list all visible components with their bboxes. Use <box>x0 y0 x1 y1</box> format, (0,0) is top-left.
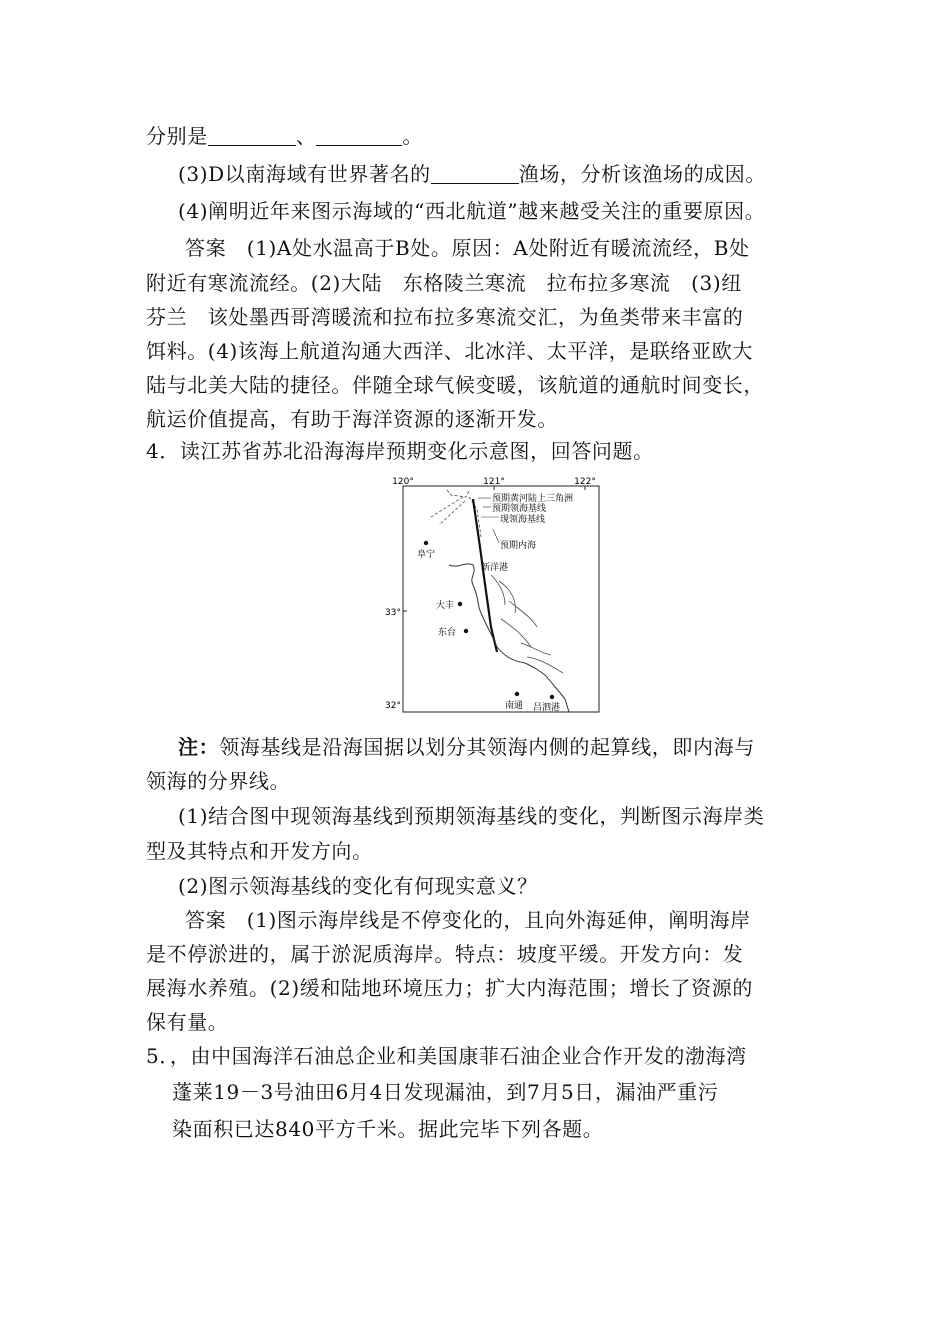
place-dot <box>550 695 554 699</box>
q4-part-2: (2)图示领海基线的变化有何现实意义？ <box>178 874 538 898</box>
answer-blank[interactable] <box>316 125 402 146</box>
q3-text: 。 <box>402 124 424 148</box>
q3-line-1 <box>146 121 423 151</box>
q3-text: 渔场，分析该渔场的成因。 <box>518 162 766 186</box>
coastline <box>449 564 569 712</box>
place-dot <box>458 602 462 606</box>
legend-predicted-baseline: 预期领海基线 <box>492 504 547 514</box>
q3-answer-line: 陆与北美大陆的捷径。伴随全球气候变暖，该航道的通航时间变长， <box>146 373 764 397</box>
place-dot <box>424 541 428 545</box>
lon-label-122: 122° <box>574 477 596 487</box>
note-text: 领海基线是沿海国据以划分其领海内侧的起算线，即内海与 <box>219 735 755 759</box>
q3-answer-line: 附近有寒流流经。(2)大陆 东格陵兰寒流 拉布拉多寒流 (3)纽 <box>146 271 742 295</box>
q4-part-1-line-1: (1)结合图中现领海基线到预期领海基线的变化，判断图示海岸类 <box>178 804 765 828</box>
place-xinyanggang: 新洋港 <box>481 563 509 573</box>
place-dongtai: 东台 <box>438 628 457 638</box>
q3-separator: 、 <box>295 124 317 148</box>
q3-text: 分别是 <box>146 124 208 148</box>
q4-answer-line: 保有量。 <box>146 1010 229 1034</box>
legend-predicted-inner-sea: 预期内海 <box>500 541 537 551</box>
lat-label-33: 33° <box>385 608 401 618</box>
place-dot <box>515 692 519 696</box>
q5-line-2: 蓬莱19－3号油田6月4日发现漏油，到7月5日，漏油严重污 <box>172 1080 719 1104</box>
predicted-delta-boundary <box>431 497 463 517</box>
sand-ridge <box>521 643 551 655</box>
leader-line <box>493 529 499 543</box>
q4-answer-line: 答案 (1)图示海岸线是不停变化的，且向外海延伸，阐明海岸 <box>185 908 751 932</box>
q3-part-3 <box>178 159 766 189</box>
sand-ridge <box>491 575 505 605</box>
answer-blank[interactable] <box>431 163 519 184</box>
sand-ridge <box>509 601 537 627</box>
legend-current-baseline: 现领海基线 <box>500 515 546 525</box>
q4-answer-line: 展海水养殖。(2)缓和陆地环境压力；扩大内海范围；增长了资源的 <box>146 976 753 1000</box>
predicted-delta-boundary <box>439 501 465 525</box>
place-funing: 阜宁 <box>417 550 436 560</box>
answer-blank[interactable] <box>208 125 296 146</box>
coastline-map <box>381 477 605 717</box>
note-label: 注： <box>178 735 220 759</box>
q4-note-line-2: 领海的分界线。 <box>146 769 291 793</box>
q4-note-line-1 <box>178 732 755 762</box>
q4-part-1-line-2: 型及其特点和开发方向。 <box>146 839 373 863</box>
lon-label-120: 120° <box>392 477 414 487</box>
current-baseline <box>473 499 497 652</box>
place-dafeng: 大丰 <box>436 601 455 611</box>
legend-predicted-delta: 预期黄河陆上三角洲 <box>492 494 574 504</box>
q3-answer-line: 答案 (1)A处水温高于B处。原因：A处附近有暖流流经，B处 <box>185 236 750 260</box>
q4-stem: 4．读江苏省苏北沿海海岸预期变化示意图，回答问题。 <box>146 439 654 463</box>
sand-ridge <box>527 657 563 673</box>
place-lvsigang: 吕泗港 <box>533 703 561 713</box>
q4-answer-line: 是不停淤进的，属于淤泥质海岸。特点：坡度平缓。开发方向：发 <box>146 942 744 966</box>
sand-ridge <box>501 619 531 647</box>
lon-label-121: 121° <box>483 477 505 487</box>
q3-part-4: (4)阐明近年来图示海域的“西北航道”越来越受关注的重要原因。 <box>178 199 766 223</box>
lat-label-32: 32° <box>385 701 401 711</box>
q5-line-3: 染面积已达840平方千米。据此完毕下列各题。 <box>172 1117 604 1141</box>
place-dot <box>464 629 468 633</box>
q3-answer-line: 饵料。(4)该海上航道沟通大西洋、北冰洋、太平洋，是联络亚欧大 <box>146 339 753 363</box>
q3-text: (3)D以南海域有世界著名的 <box>178 162 431 186</box>
place-nantong: 南通 <box>505 701 524 711</box>
q3-answer-line: 芬兰 该处墨西哥湾暖流和拉布拉多寒流交汇，为鱼类带来丰富的 <box>146 305 744 329</box>
q3-answer-line: 航运价值提高，有助于海洋资源的逐渐开发。 <box>146 407 558 431</box>
q5-line-1: 5．，由中国海洋石油总企业和美国康菲石油企业合作开发的渤海湾 <box>146 1044 747 1068</box>
sand-ridge <box>499 581 515 613</box>
